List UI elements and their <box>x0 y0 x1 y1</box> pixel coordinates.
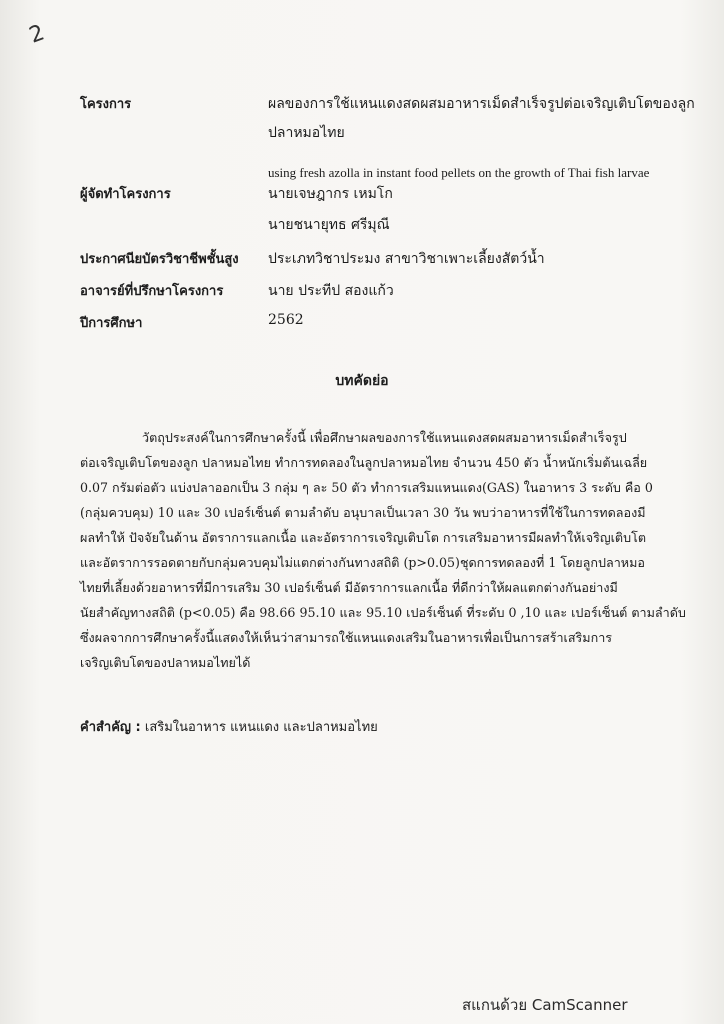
year-label: ปีการศึกษา <box>80 316 143 331</box>
abstract-line: ผลทำให้ ปัจจัยในด้าน อัตราการแลกเนื้อ และอัตราการเจริญเติบโต การเสริมอาหารมีผลทำให้เจริญเติบโต <box>80 530 647 545</box>
authors-label: ผู้จัดทำโครงการ <box>80 187 171 202</box>
abstract-line: นัยสำคัญทางสถิติ (p<0.05) คือ 98.66 95.10 และ 95.10 เปอร์เซ็นต์ ที่ระดับ 0 ,10 และ เปอร์เซ็นต์ ตามลำดับ <box>80 605 686 620</box>
abstract-line: ต่อเจริญเติบโตของลูก ปลาหมอไทย ทำการทดลองในลูกปลาหมอไทย จำนวน 450 ตัว น้ำหนักเริ่มต้นเฉลี่ย <box>80 455 648 470</box>
abstract-line: (กลุ่มควบคุม) 10 และ 30 เปอร์เซ็นต์ ตามลำดับ อนุบาลเป็นเวลา 30 วัน พบว่าอาหารที่ใช้ในการทดลองมี <box>80 505 646 520</box>
project-label: โครงการ <box>80 97 132 112</box>
certificate-label: ประกาศนียบัตรวิชาชีพชั้นสูง <box>80 252 239 267</box>
abstract-line: วัตถุประสงค์ในการศึกษาครั้งนี้ เพื่อศึกษาผลของการใช้แหนแดงสดผสมอาหารเม็ดสำเร็จรูป <box>142 430 627 445</box>
handwritten-page-mark: 2 <box>26 20 48 49</box>
abstract-title: บทคัดย่อ <box>335 373 389 389</box>
abstract-line: และอัตราการรอดตายกับกลุ่มควบคุมไม่แตกต่างกันทางสถิติ (p>0.05)ชุดการทดลองที่ 1 โดยลูกปลาหมอ <box>80 555 645 570</box>
author-1: นายเจษฎากร เหมโก <box>268 186 393 202</box>
abstract-line: เจริญเติบโตของปลาหมอไทยได้ <box>80 655 251 670</box>
advisor-value: นาย ประทีป สองแก้ว <box>268 283 394 299</box>
abstract-line: ซึ่งผลจากการศึกษาครั้งนี้แสดงให้เห็นว่าสามารถใช้แหนแดงเสริมในอาหารเพื่อเป็นการสร้าเสริมการ <box>80 630 613 645</box>
certificate-value: ประเภทวิชาประมง สาขาวิชาเพาะเลี้ยงสัตว์น้ำ <box>268 251 545 267</box>
keywords-label: คำสำคัญ : <box>80 720 141 735</box>
project-title-english: using fresh azolla in instant food pellets on the growth of Thai fish larvae <box>268 165 650 180</box>
keywords <box>80 716 378 737</box>
project-title-line2: ปลาหมอไทย <box>268 125 345 141</box>
year-value: 2562 <box>268 312 304 328</box>
advisor-label: อาจารย์ที่ปรึกษาโครงการ <box>80 284 224 299</box>
abstract-body <box>80 425 686 675</box>
abstract-line: 0.07 กรัมต่อตัว แบ่งปลาออกเป็น 3 กลุ่ม ๆ ละ 50 ตัว ทำการเสริมแหนแดง(GAS) ในอาหาร 3 ระดับ คือ 0 <box>80 480 653 495</box>
author-2: นายชนายุทธ ศรีมุณี <box>268 217 390 233</box>
project-title-line1: ผลของการใช้แหนแดงสดผสมอาหารเม็ดสำเร็จรูปต่อเจริญเติบโตของลูก <box>268 96 695 112</box>
abstract-line: ไทยที่เลี้ยงด้วยอาหารที่มีการเสริม 30 เปอร์เซ็นต์ มีอัตราการแลกเนื้อ ที่ดีกว่าให้ผลแตกต่างกันอย่างมี <box>80 580 618 595</box>
keywords-value: เสริมในอาหาร แหนแดง และปลาหมอไทย <box>144 720 378 735</box>
camscanner-watermark: สแกนด้วย CamScanner <box>462 996 628 1014</box>
